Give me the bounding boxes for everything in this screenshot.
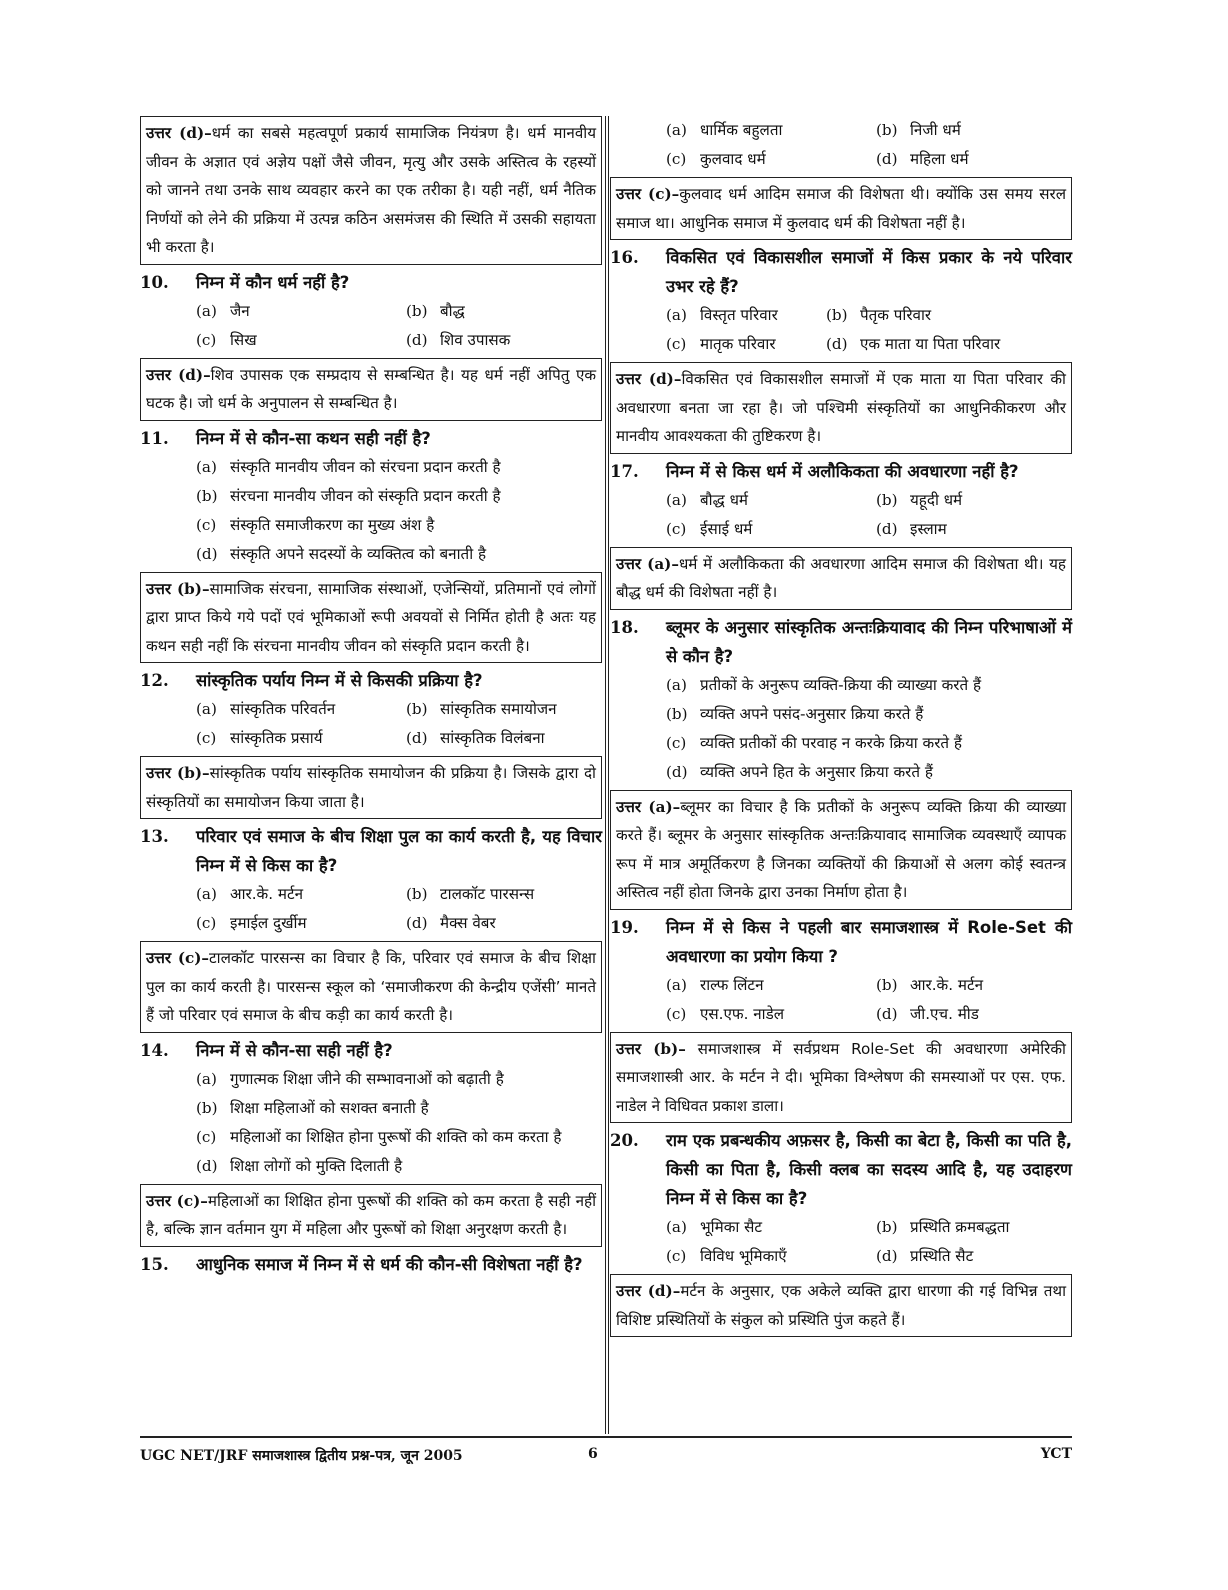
publisher-mark: YCT — [1040, 1446, 1072, 1462]
question-15 — [140, 1250, 602, 1279]
question-11 — [140, 424, 602, 453]
column-divider — [608, 116, 609, 1434]
option-b — [406, 297, 602, 326]
option-label: (b) — [666, 704, 688, 723]
option-text: विस्तृत परिवार — [700, 306, 778, 324]
answer-label: उत्तर (b)– — [146, 579, 210, 598]
option-c — [196, 1123, 602, 1152]
option-b — [876, 116, 1072, 145]
option-c — [196, 909, 406, 938]
answer-label: उत्तर (d)– — [616, 1282, 681, 1300]
answer-box-9 — [140, 116, 602, 265]
question-number: 17. — [610, 461, 639, 481]
option-c — [666, 1000, 876, 1029]
question-number: 13. — [140, 827, 169, 846]
option-text: भूमिका सैट — [700, 1218, 763, 1236]
option-label: (b) — [406, 301, 428, 320]
option-label: (a) — [196, 700, 217, 718]
option-d — [876, 145, 1072, 174]
option-text: प्रस्थिति क्रमबद्धता — [910, 1218, 1010, 1236]
option-text: मैक्स वेबर — [440, 914, 496, 932]
option-text: महिलाओं का शिक्षित होना पुरूषों की शक्ति को कम करता है — [230, 1127, 562, 1146]
answer-label: उत्तर (a)– — [616, 554, 679, 573]
question-14 — [140, 1036, 602, 1065]
option-label: (c) — [196, 515, 217, 534]
option-label: (a) — [666, 490, 687, 509]
options-13 — [140, 880, 602, 938]
answer-text: धर्म में अलौकिकता की अवधारणा आदिम समाज की विशेषता थी। यह बौद्ध धर्म की विशेषता नहीं है। — [616, 554, 1066, 601]
option-b — [196, 1094, 602, 1123]
option-text: एक माता या पिता परिवार — [860, 335, 1001, 353]
question-number: 10. — [140, 272, 169, 292]
option-text: संस्कृति अपने सदस्यों के व्यक्तित्व को बनाती है — [230, 544, 487, 563]
question-number: 15. — [140, 1254, 169, 1274]
option-text: शिव उपासक — [440, 330, 511, 349]
option-label: (a) — [666, 1218, 687, 1236]
question-13 — [140, 822, 602, 880]
option-text: राल्फ लिंटन — [700, 975, 764, 994]
option-label: (c) — [666, 519, 687, 538]
question-text: राम एक प्रबन्धकीय अफ़सर है, किसी का बेटा है, किसी का पति है, किसी का पिता है, किसी क्लब का सदस्य आदि है, यह उदाहरण निम्न में से किस का है? — [666, 1131, 1072, 1208]
option-label: (d) — [406, 729, 428, 747]
option-label: (b) — [406, 885, 428, 903]
option-label: (b) — [196, 486, 218, 505]
option-label: (c) — [196, 330, 217, 349]
options-17 — [610, 486, 1072, 544]
option-label: (d) — [876, 1004, 898, 1023]
option-c — [666, 515, 876, 544]
option-a — [196, 1065, 602, 1094]
option-c — [196, 724, 406, 753]
option-a — [196, 695, 406, 724]
options-20 — [610, 1213, 1072, 1271]
answer-box-15 — [610, 177, 1072, 240]
options-18 — [610, 671, 1072, 787]
option-label: (a) — [196, 301, 217, 320]
option-label: (c) — [196, 729, 217, 747]
answer-text: धर्म का सबसे महत्वपूर्ण प्रकार्य सामाजिक नियंत्रण है। धर्म मानवीय जीवन के अज्ञात एवं अज्ञेय पक्षों जैसे जीवन, मृत्यु और उसके अस्तित्व के रहस्यों को जानने तथा उनके साथ व्यवहार करने का एक तरीका है। यही नहीं, धर्म नैतिक निर्णयों को लेने की प्रक्रिया में उत्पन्न कठिन असमंजस की स्थिति में उसकी सहायता भी करता है। — [146, 124, 597, 256]
answer-label: उत्तर (b)– — [616, 1039, 686, 1058]
option-label: (a) — [196, 457, 217, 476]
option-text: शिक्षा लोगों को मुक्ति दिलाती है — [230, 1156, 403, 1175]
option-text: टालकॉट पारसन्स — [440, 885, 535, 903]
options-16 — [610, 301, 1072, 359]
option-d — [876, 1000, 1072, 1029]
option-text: संस्कृति मानवीय जीवन को संरचना प्रदान करती है — [230, 457, 501, 476]
option-label: (a) — [196, 885, 217, 903]
option-a — [196, 453, 602, 482]
option-a — [666, 116, 876, 145]
option-text: जी.एच. मीड — [910, 1004, 979, 1023]
answer-label: उत्तर (c)– — [616, 185, 680, 203]
option-label: (d) — [196, 544, 218, 563]
option-c — [196, 326, 406, 355]
option-b — [406, 880, 602, 909]
answer-text: सामाजिक संरचना, सामाजिक संस्थाओं, एजेन्सियों, प्रतिमानों एवं लोगों द्वारा प्राप्त किये गये पदों एवं भूमिकाओं रूपी अवयवों से निर्मित होती है अतः यह कथन सही नहीं कि संरचना मानवीय जीवन को संस्कृति प्रदान करती है। — [146, 579, 596, 655]
options-15 — [610, 116, 1072, 174]
answer-label: उत्तर (c)– — [146, 1191, 208, 1210]
option-d — [826, 330, 1072, 359]
answer-box-18 — [610, 790, 1072, 910]
question-text: निम्न में से किस धर्म में अलौकिकता की अवधारणा नहीं है? — [666, 461, 1019, 481]
question-number: 20. — [610, 1131, 639, 1150]
option-a — [666, 486, 876, 515]
option-label: (a) — [666, 306, 687, 324]
option-d — [196, 1152, 602, 1181]
option-a — [666, 971, 876, 1000]
option-label: (d) — [666, 762, 688, 781]
option-text: जैन — [230, 301, 250, 320]
question-text: परिवार एवं समाज के बीच शिक्षा पुल का कार्य करती है, यह विचार निम्न में से किस का है? — [196, 827, 602, 875]
answer-text: सांस्कृतिक पर्याय सांस्कृतिक समायोजन की प्रक्रिया है। जिसके द्वारा दो संस्कृतियों का समायोजन किया जाता है। — [146, 764, 596, 811]
option-a — [666, 1213, 876, 1242]
option-label: (a) — [666, 975, 687, 994]
option-text: महिला धर्म — [910, 150, 969, 168]
option-text: पैतृक परिवार — [860, 306, 932, 324]
option-label: (c) — [196, 914, 217, 932]
question-text: विकसित एवं विकासशील समाजों में किस प्रकार के नये परिवार उभर रहे हैं? — [666, 248, 1072, 296]
column-divider — [605, 116, 606, 1434]
option-b — [876, 486, 1072, 515]
option-b — [876, 1213, 1072, 1242]
options-10 — [140, 297, 602, 355]
option-text: गुणात्मक शिक्षा जीने की सम्भावनाओं को बढ़ाती है — [230, 1069, 504, 1088]
options-19 — [610, 971, 1072, 1029]
question-text: आधुनिक समाज में निम्न में से धर्म की कौन-सी विशेषता नहीं है? — [196, 1254, 583, 1274]
options-14 — [140, 1065, 602, 1181]
option-d — [406, 724, 602, 753]
answer-box-16 — [610, 362, 1072, 454]
option-d — [406, 909, 602, 938]
option-text: बौद्ध — [440, 301, 465, 320]
option-label: (b) — [876, 490, 898, 509]
option-text: शिक्षा महिलाओं को सशक्त बनाती है — [230, 1098, 429, 1117]
option-b — [666, 700, 1072, 729]
option-d — [406, 326, 602, 355]
answer-box-20 — [610, 1274, 1072, 1337]
option-d — [666, 758, 1072, 787]
option-label: (c) — [666, 1247, 687, 1265]
option-text: निजी धर्म — [910, 121, 961, 139]
option-text: सांस्कृतिक परिवर्तन — [230, 700, 336, 718]
question-17 — [610, 457, 1072, 486]
question-number: 16. — [610, 248, 639, 267]
option-label: (d) — [876, 1247, 898, 1265]
answer-label: उत्तर (d)– — [146, 124, 212, 142]
question-number: 18. — [610, 617, 639, 637]
option-label: (c) — [666, 335, 687, 353]
option-text: सांस्कृतिक समायोजन — [440, 700, 557, 718]
option-text: व्यक्ति अपने हित के अनुसार क्रिया करते हैं — [700, 762, 933, 781]
option-label: (b) — [876, 975, 898, 994]
option-a — [196, 880, 406, 909]
option-d — [196, 540, 602, 569]
question-text: निम्न में से कौन-सा कथन सही नहीं है? — [196, 428, 431, 448]
option-text: व्यक्ति अपने पसंद-अनुसार क्रिया करते हैं — [700, 704, 924, 723]
option-text: इस्लाम — [910, 519, 947, 538]
option-label: (d) — [406, 330, 428, 349]
option-label: (d) — [406, 914, 428, 932]
answer-text: मर्टन के अनुसार, एक अकेले व्यक्ति द्वारा धारणा की गई विभिन्न तथा विशिष्ट प्रस्थितियों के संकुल को प्रस्थिति पुंज कहते हैं। — [616, 1282, 1067, 1329]
options-11 — [140, 453, 602, 569]
option-label: (b) — [876, 1218, 898, 1236]
option-text: यहूदी धर्म — [910, 490, 963, 509]
options-12 — [140, 695, 602, 753]
question-20 — [610, 1126, 1072, 1213]
answer-box-12 — [140, 756, 602, 819]
option-label: (c) — [666, 1004, 687, 1023]
option-label: (c) — [666, 150, 687, 168]
answer-box-14 — [140, 1184, 602, 1247]
option-text: संस्कृति समाजीकरण का मुख्य अंश है — [230, 515, 435, 534]
option-label: (a) — [666, 121, 687, 139]
option-text: ईसाई धर्म — [700, 519, 753, 538]
answer-label: उत्तर (c)– — [146, 949, 210, 967]
option-c — [666, 145, 876, 174]
option-label: (a) — [666, 675, 687, 694]
option-a — [666, 671, 1072, 700]
option-c — [666, 330, 826, 359]
answer-label: उत्तर (d)– — [616, 370, 682, 388]
answer-text: टालकॉट पारसन्स का विचार है कि, परिवार एवं समाज के बीच शिक्षा पुल का कार्य करती है। पारसन्स स्कूल को ‘समाजीकरण की केन्द्रीय एजेंसी’ मानते हैं जो परिवार एवं समाज के बीच कड़ी का कार्य करती है। — [146, 949, 596, 1024]
page-number: 6 — [588, 1446, 598, 1462]
option-text: व्यक्ति प्रतीकों की परवाह न करके क्रिया करते हैं — [700, 733, 962, 752]
option-text: एस.एफ. नाडेल — [700, 1004, 785, 1023]
option-text: कुलवाद धर्म — [700, 150, 766, 168]
question-text: निम्न में कौन धर्म नहीं है? — [196, 272, 350, 292]
option-a — [196, 297, 406, 326]
answer-label: उत्तर (d)– — [146, 365, 211, 384]
option-label: (b) — [196, 1098, 218, 1117]
option-text: आर.के. मर्टन — [230, 885, 304, 903]
answer-label: उत्तर (b)– — [146, 764, 210, 782]
option-text: धार्मिक बहुलता — [700, 121, 783, 139]
question-number: 11. — [140, 428, 169, 448]
left-column — [140, 116, 602, 1279]
option-b — [826, 301, 1072, 330]
answer-box-19 — [610, 1032, 1072, 1124]
option-b — [876, 971, 1072, 1000]
option-b — [406, 695, 602, 724]
option-d — [876, 515, 1072, 544]
option-label: (c) — [666, 733, 687, 752]
option-text: इमाईल दुर्खीम — [230, 914, 307, 932]
question-12 — [140, 666, 602, 695]
option-label: (d) — [876, 519, 898, 538]
option-label: (a) — [196, 1069, 217, 1088]
option-c — [196, 511, 602, 540]
question-16 — [610, 243, 1072, 301]
option-b — [196, 482, 602, 511]
answer-box-11 — [140, 572, 602, 664]
answer-box-10 — [140, 358, 602, 421]
option-c — [666, 729, 1072, 758]
answer-text: महिलाओं का शिक्षित होना पुरूषों की शक्ति को कम करता है सही नहीं है, बल्कि ज्ञान वर्तमान युग में महिला और पुरूषों को शिक्षा अनुरक्षण करती है। — [146, 1191, 596, 1238]
option-d — [876, 1242, 1072, 1271]
option-text: विविध भूमिकाएँ — [700, 1247, 787, 1265]
answer-box-17 — [610, 547, 1072, 610]
option-text: प्रस्थिति सैट — [910, 1247, 974, 1265]
option-text: सांस्कृतिक विलंबना — [440, 729, 545, 747]
answer-text: ब्लूमर का विचार है कि प्रतीकों के अनुरूप व्यक्ति क्रिया की व्याख्या करते हैं। ब्लूमर के अनुसार सांस्कृतिक अन्तःक्रियावाद सामाजिक व्यवस्थाएँ व्यापक रूप में मात्र अमूर्तिकरण है जिनका व्यक्तियों की क्रियाओं से अलग कोई स्वतन्त्र अस्तित्व नहीं होता जिनके द्वारा उनका निर्माण होता है। — [616, 797, 1067, 901]
option-label: (d) — [826, 335, 848, 353]
answer-text: कुलवाद धर्म आदिम समाज की विशेषता थी। क्योंकि उस समय सरल समाज था। आधुनिक समाज में कुलवाद धर्म की विशेषता नहीं है। — [616, 185, 1067, 232]
option-text: प्रतीकों के अनुरूप व्यक्ति-क्रिया की व्याख्या करते हैं — [700, 675, 982, 694]
question-text: सांस्कृतिक पर्याय निम्न में से किसकी प्रक्रिया है? — [196, 671, 483, 690]
question-19 — [610, 913, 1072, 971]
question-text: निम्न में से कौन-सा सही नहीं है? — [196, 1040, 393, 1060]
option-text: आर.के. मर्टन — [910, 975, 984, 994]
question-10 — [140, 268, 602, 297]
option-text: सांस्कृतिक प्रसार्य — [230, 729, 323, 747]
page-content — [140, 116, 1072, 1446]
option-label: (b) — [876, 121, 898, 139]
question-number: 14. — [140, 1040, 169, 1060]
answer-box-13 — [140, 941, 602, 1033]
question-18 — [610, 613, 1072, 671]
answer-text: समाजशास्त्र में सर्वप्रथम Role-Set की अवधारणा अमेरिकी समाजशास्त्री आर. के मर्टन ने दी। भूमिका विश्लेषण की समस्याओं पर एस. एफ. नाडेल ने विधिवत प्रकाश डाला। — [616, 1039, 1066, 1115]
question-text: ब्लूमर के अनुसार सांस्कृतिक अन्तःक्रियावाद की निम्न परिभाषाओं में से कौन है? — [666, 617, 1072, 666]
option-text: सिख — [230, 330, 257, 349]
option-text: बौद्ध धर्म — [700, 490, 748, 509]
option-label: (b) — [406, 700, 428, 718]
option-text: मातृक परिवार — [700, 335, 776, 353]
option-a — [666, 301, 826, 330]
right-column — [610, 116, 1072, 1340]
option-label: (d) — [876, 150, 898, 168]
answer-text: विकसित एवं विकासशील समाजों में एक माता या पिता परिवार की अवधारणा बनता जा रहा है। जो पश्चिमी संस्कृतियों का आधुनिकीकरण और मानवीय आवश्यकता की तुष्टिकरण है। — [616, 370, 1066, 445]
question-number: 19. — [610, 917, 639, 937]
option-text: संरचना मानवीय जीवन को संस्कृति प्रदान करती है — [230, 486, 501, 505]
question-number: 12. — [140, 671, 169, 690]
page-footer — [140, 1436, 1072, 1464]
option-label: (b) — [826, 306, 848, 324]
question-text: निम्न में से किस ने पहली बार समाजशास्त्र में Role-Set की अवधारणा का प्रयोग किया ? — [666, 917, 1072, 966]
option-c — [666, 1242, 876, 1271]
answer-label: उत्तर (a)– — [616, 797, 681, 816]
footer-title: UGC NET/JRF समाजशास्त्र द्वितीय प्रश्न-पत्र, जून 2005 — [140, 1448, 463, 1464]
option-label: (d) — [196, 1156, 218, 1175]
option-label: (c) — [196, 1127, 217, 1146]
answer-text: शिव उपासक एक सम्प्रदाय से सम्बन्धित है। यह धर्म नहीं अपितु एक घटक है। जो धर्म के अनुपालन से सम्बन्धित है। — [146, 365, 597, 412]
